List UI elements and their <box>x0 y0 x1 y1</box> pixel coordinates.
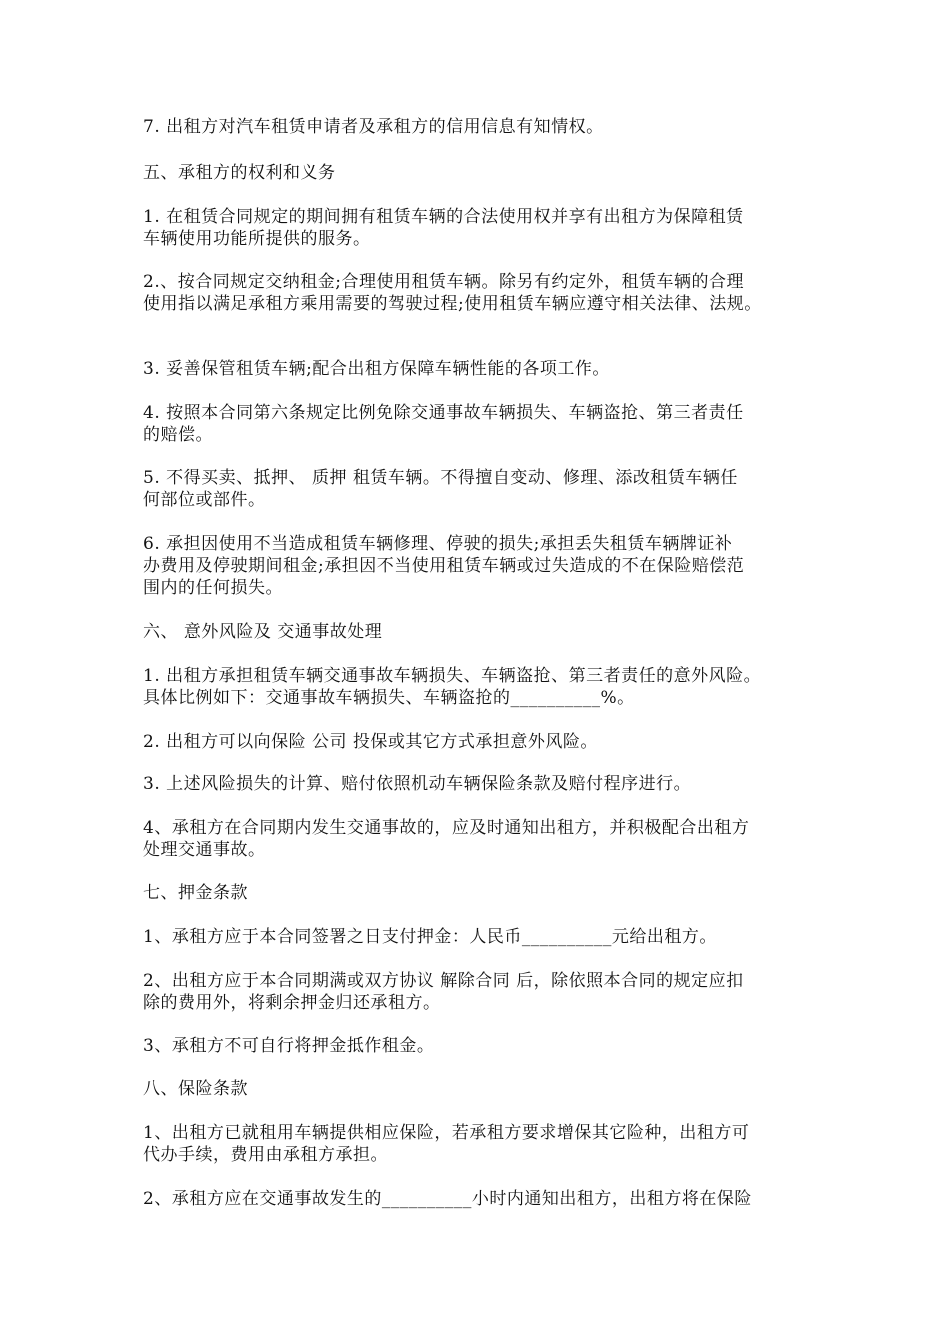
text-line: 5. 不得买卖、抵押、 质押 租赁车辆。不得擅自变动、修理、添改租赁车辆任 <box>143 468 738 488</box>
clause-8-2 <box>143 1188 828 1210</box>
text-line: 1. 在租赁合同规定的期间拥有租赁车辆的合法使用权并享有出租方为保障租赁 <box>143 207 744 227</box>
clause-6-3 <box>143 773 828 795</box>
text-line: 2、出租方应于本合同期满或双方协议 解除合同 后，除依照本合同的规定应扣 <box>143 971 744 991</box>
clause-7-credit-info <box>143 116 828 138</box>
clause-8-1 <box>143 1122 828 1166</box>
text-line: 七、押金条款 <box>143 883 248 903</box>
text-line: 五、承租方的权利和义务 <box>143 163 336 183</box>
text-line: 何部位或部件。 <box>143 490 266 510</box>
clause-6-4 <box>143 817 828 861</box>
clause-5-3 <box>143 358 828 380</box>
text-line: 3. 妥善保管租赁车辆;配合出租方保障车辆性能的各项工作。 <box>143 359 610 379</box>
clause-7-1 <box>143 926 828 948</box>
text-line: 2. 出租方可以向保险 公司 投保或其它方式承担意外风险。 <box>143 732 598 752</box>
clause-6-1 <box>143 665 828 709</box>
text-line: 2、承租方应在交通事故发生的__________小时内通知出租方，出租方将在保险 <box>143 1189 752 1209</box>
text-line: 使用指以满足承租方乘用需要的驾驶过程;使用租赁车辆应遵守相关法律、法规。 <box>143 294 762 314</box>
text-line: 1. 出租方承担租赁车辆交通事故车辆损失、车辆盗抢、第三者责任的意外风险。 <box>143 666 762 686</box>
text-line: 4. 按照本合同第六条规定比例免除交通事故车辆损失、车辆盗抢、第三者责任 <box>143 403 744 423</box>
section-6-heading <box>143 621 828 643</box>
clause-6-2 <box>143 731 828 753</box>
clause-7-3 <box>143 1035 828 1057</box>
text-line: 7. 出租方对汽车租赁申请者及承租方的信用信息有知情权。 <box>143 117 604 137</box>
text-line: 2.、按合同规定交纳租金;合理使用租赁车辆。除另有约定外，租赁车辆的合理 <box>143 272 744 292</box>
text-line: 的赔偿。 <box>143 425 213 445</box>
text-line: 围内的任何损失。 <box>143 578 283 598</box>
text-line: 办费用及停驶期间租金;承担因不当使用租赁车辆或过失造成的不在保险赔偿范 <box>143 556 745 576</box>
text-line: 车辆使用功能所提供的服务。 <box>143 229 371 249</box>
text-line: 处理交通事故。 <box>143 840 266 860</box>
clause-5-1 <box>143 206 828 250</box>
text-line: 六、 意外风险及 交通事故处理 <box>143 622 383 642</box>
text-line: 代办手续，费用由承租方承担。 <box>143 1145 388 1165</box>
clause-7-2 <box>143 970 828 1014</box>
clause-5-6 <box>143 533 828 599</box>
text-line: 3、承租方不可自行将押金抵作租金。 <box>143 1036 435 1056</box>
clause-5-2 <box>143 271 828 315</box>
text-line: 具体比例如下：交通事故车辆损失、车辆盗抢的__________%。 <box>143 688 635 708</box>
text-line: 八、保险条款 <box>143 1079 248 1099</box>
text-line: 1、承租方应于本合同签署之日支付押金：人民币__________元给出租方。 <box>143 927 717 947</box>
text-line: 1、出租方已就租用车辆提供相应保险，若承租方要求增保其它险种，出租方可 <box>143 1123 750 1143</box>
clause-5-4 <box>143 402 828 446</box>
clause-5-5 <box>143 467 828 511</box>
section-7-heading <box>143 882 828 904</box>
text-line: 4、承租方在合同期内发生交通事故的，应及时通知出租方，并积极配合出租方 <box>143 818 750 838</box>
section-5-heading <box>143 162 828 184</box>
text-line: 除的费用外，将剩余押金归还承租方。 <box>143 993 441 1013</box>
text-line: 3. 上述风险损失的计算、赔付依照机动车辆保险条款及赔付程序进行。 <box>143 774 692 794</box>
text-line: 6. 承担因使用不当造成租赁车辆修理、停驶的损失;承担丢失租赁车辆牌证补 <box>143 534 733 554</box>
section-8-heading <box>143 1078 828 1100</box>
